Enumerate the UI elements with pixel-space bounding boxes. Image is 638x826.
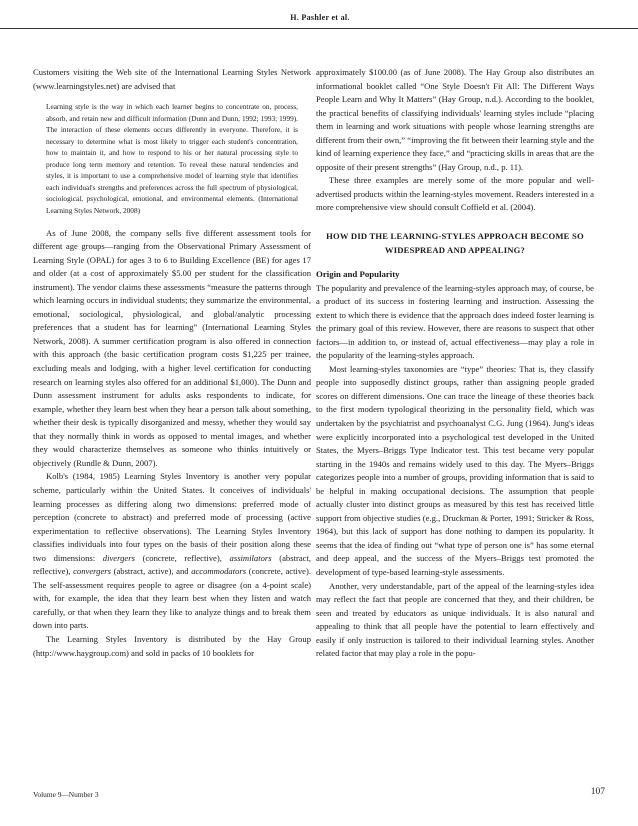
right-column <box>316 66 594 661</box>
term-divergers: divergers <box>102 552 135 563</box>
paragraph-origin: The popularity and prevalence of the learning-styles approach may, of course, be a product of its success in fostering learning and instruction. Assessing the extent to which there is evidence that the approach does indeed foster learning is the primary goal of this review. However, there are reasons to suspect that other factors—in addition to, or instead of, actual effectiveness—may play a role in the popularity of the learning-styles approach. <box>316 282 594 361</box>
left-column <box>33 66 311 660</box>
running-head: H. Pashler et al. <box>290 13 350 22</box>
paragraph-appeal: Another, very understandable, part of the appeal of the learning-styles idea may reflect the fact that people are concerned that they, and their children, be seen and treated by educators as unique individuals. It is also natural and appealing to think that all people have the potential to learn effectively and easily if only instruction is tailored to their individual learning styles. Another related factor that may play a role in the popu- <box>316 580 594 659</box>
paragraph-examples: These three examples are merely some of the more popular and well-advertised products within the learning-styles movement. Readers interested in a more comprehensive view should consult Coffield et al. (2004). <box>316 175 594 213</box>
kolb-text-2: (concrete, reflective), <box>134 552 230 563</box>
kolb-text-1: Kolb's (1984, 1985) Learning Styles Inventory is another very popular scheme, particularly within the United States. It conceives of individuals' learning processes as differing along two dimensions: preferred mode of perception (concrete to abstract) and preferred mode of processing (active experimentation to reflective observations). The Learning Styles Inventory classifies individuals into four types on the basis of their position along these two dimensions: <box>33 471 311 563</box>
footer-issue: Volume 9—Number 3 <box>33 790 99 799</box>
block-quote: Learning style is the way in which each learner begins to concentrate on, process, absorb, and retain new and difficult information (Dunn and Dunn, 1992; 1993; 1999). The interaction of these elements occurs differently in everyone. Therefore, it is necessary to determine what is most likely to trigger each student's concentration, how to maintain it, and how to respond to his or her natural processing style to produce long term memory and retention. To reveal these natural tendencies and styles, it is important to use a comprehensive model of learning style that identifies each individual's strengths and preferences across the full spectrum of physiological, sociological, psychological, emotional, and environmental elements. (International Learning Styles Network, 2008) <box>46 102 298 216</box>
header-rule <box>0 28 638 29</box>
section-heading: HOW DID THE LEARNING-STYLES APPROACH BECOME SO WIDESPREAD AND APPEALING? <box>326 231 584 255</box>
paragraph-hay-group: The Learning Styles Inventory is distributed by the Hay Group (http://www.haygroup.com) and sold in packs of 10 booklets for <box>33 633 311 658</box>
kolb-text-4: (abstract, active), and <box>110 566 192 577</box>
page-number: 107 <box>590 787 605 797</box>
term-assimilators: assimilators <box>229 552 272 563</box>
term-convergers: convergers <box>73 566 111 577</box>
kolb-text-3: (abstract, reflective), <box>33 552 311 577</box>
subheading: Origin and Popularity <box>316 269 400 280</box>
paragraph-continued: approximately $100.00 (as of June 2008). The Hay Group also distributes an informational booklet called “One Style Doesn't Fit All: The Different Ways People Learn and Why It Matters” (Hay Group, n.d.). According to the booklet, the practical benefits of classifying individuals' learning styles include “placing them in learning and work situations with people whose learning strengths are different from their own,” “improving the fit between their learning style and the kind of learning experience they face,” and “practicing skills in areas that are the opposite of their present strengths” (Hay Group, n.d., p. 11). <box>316 67 594 172</box>
kolb-text-5: (concrete, active). The self-assessment requires people to agree or disagree (on a 4-point scale) with, for example, the idea that they learn best when they listen and watch carefully, or that when they learn they like to analyze things and to break them down into parts. <box>33 566 311 631</box>
intro-paragraph: Customers visiting the Web site of the International Learning Styles Network (www.learningstyles.net) are advised that <box>33 67 311 91</box>
paragraph-type-theories: Most learning-styles taxonomies are “type” theories: That is, they classify people into supposedly distinct groups, rather than assigning people graded scores on different dimensions. One can trace the lineage of these theories back to the first modern typological theorizing in the personality field, which was undertaken by the psychiatrist and psychoanalyst C.G. Jung (1964). Jung's ideas were explicitly incorporated into a psychological test developed in the United States, the Myers–Briggs Type Indicator test. This test became very popular starting in the 1940s and remains widely used to this day. The Myers–Briggs categorizes people into a number of groups, providing information that is said to be helpful in making occupational decisions. The assumption that people actually cluster into distinct groups as measured by this test has received little support from objective studies (e.g., Druckman & Porter, 1991; Stricker & Ross, 1964), but this lack of support has done nothing to dampen its popularity. It seems that the idea of finding out “what type of person one is” has some eternal and deep appeal, and the success of the Myers–Briggs test promoted the development of type-based learning-style assessments. <box>316 363 594 577</box>
term-accommodators: accommodators <box>191 566 247 577</box>
paragraph-dunn-assessment: As of June 2008, the company sells five different assessment tools for different age groups—ranging from the Observational Primary Assessment of Learning Style (OPAL) for ages 3 to 6 to Building Excellence (BE) for ages 17 and older (at a cost of approximately $5.00 per student for the classification instrument). The vendor claims these assessments “measure the patterns through which learning occurs in individual students; they summarize the environmental, emotional, sociological, physiological, and global/analytic processing preferences that a student has for learning” (International Learning Styles Network, 2008). A summer certification program is also offered in connection with this approach (the basic certification program costs $1,225 per trainee, excluding meals and lodging, with a higher level certification for conducting research on learning styles also offered for an additional $1,000). The Dunn and Dunn assessment instrument for adults asks respondents to indicate, for example, whether they learn best when they hear a person talk about something, whether their desk is typically disorganized and messy, whether they would say that they normally think in words as opposed to mental images, and whether they would characterize themselves as someone who thinks intuitively or objectively (Rundle & Dunn, 2007). <box>33 227 311 468</box>
paragraph-kolb <box>33 470 311 633</box>
